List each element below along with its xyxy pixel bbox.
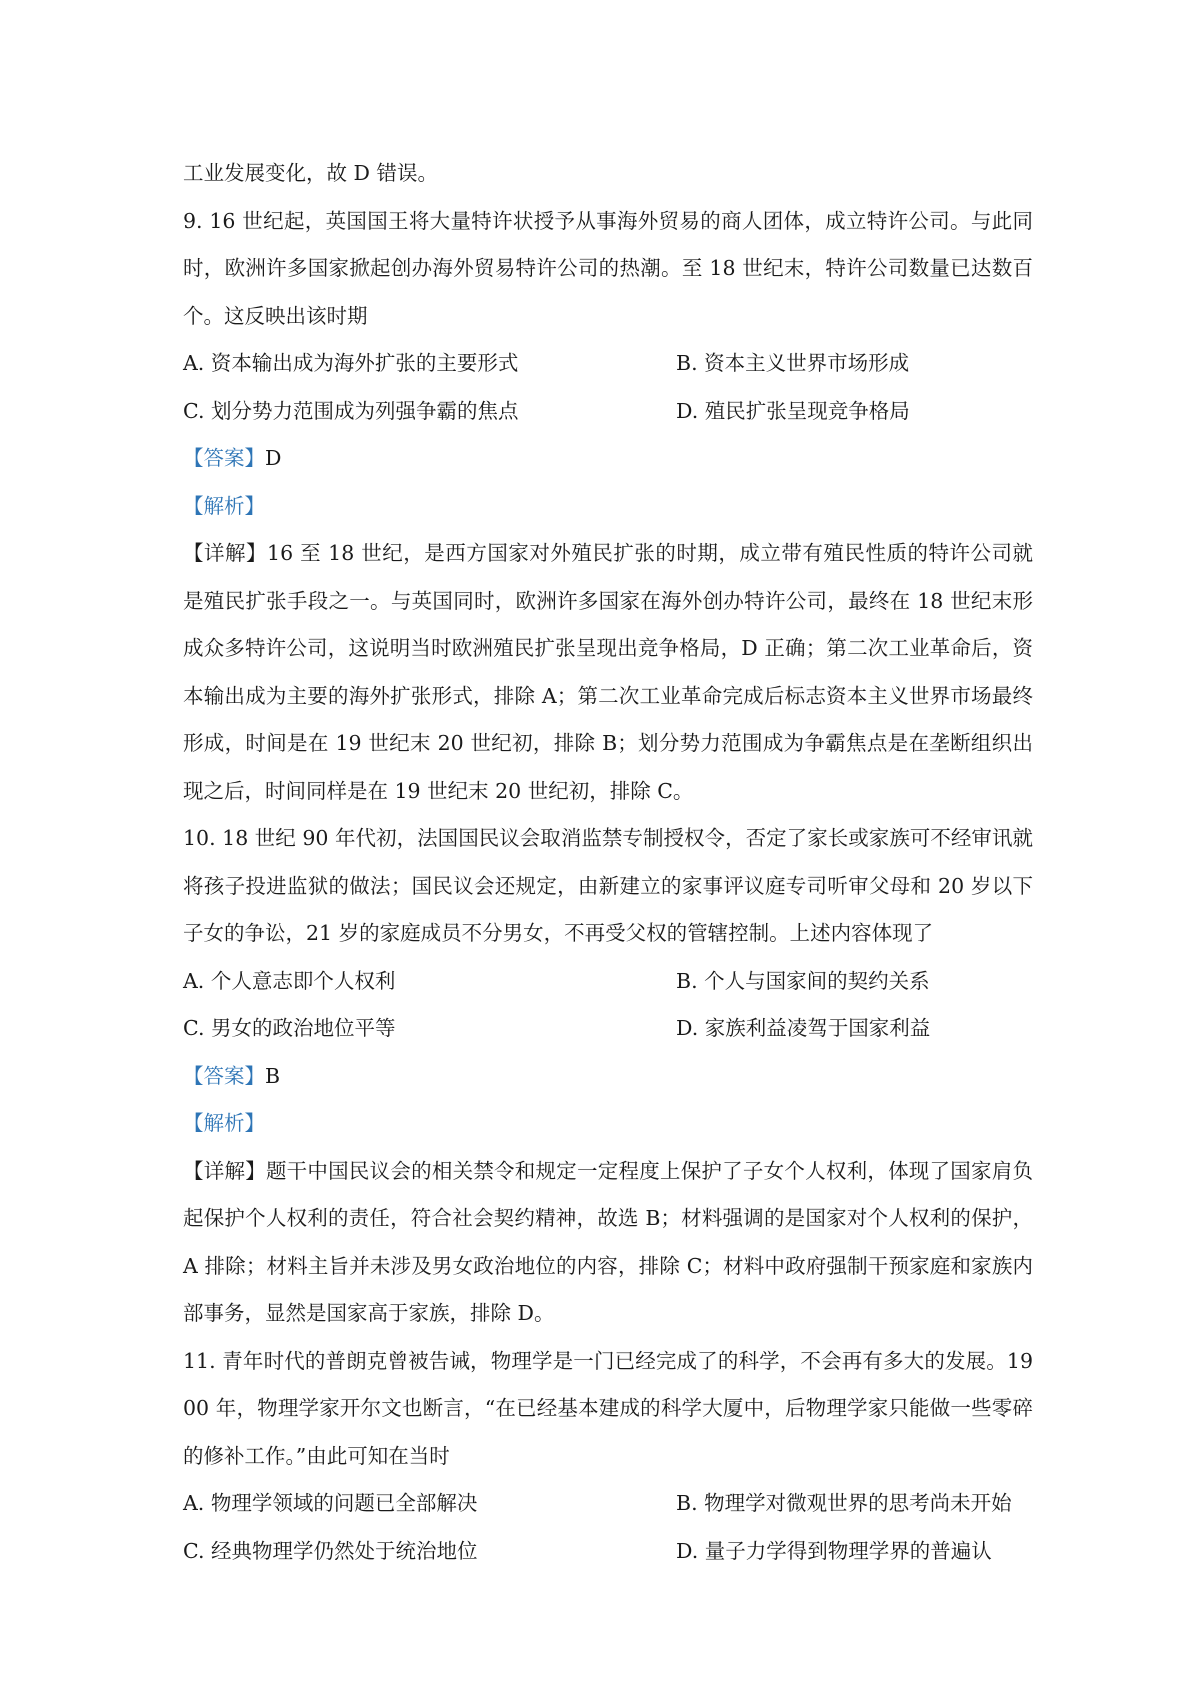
answer-value: D [265,446,282,470]
answer-value: B [265,1063,281,1088]
question-stem: 10. 18 世纪 90 年代初，法国国民议会取消监禁专制授权令，否定了家长或家族可不经审讯就将孩子投进监狱的做法；国民议会还规定，由新建立的家事评议庭专司听审父母和 20 岁以下子女的争讼，21 岁的家庭成员不分男女，不再受父权的管辖控制。上述内容体现了 [183,826,1033,945]
question-10-detail [183,1148,1033,1338]
option-a: A. 资本输出成为海外扩张的主要形式 [183,351,519,375]
question-10 [183,815,1033,958]
option-b: B. 资本主义世界市场形成 [676,351,910,375]
question-stem: 9. 16 世纪起，英国国王将大量特许状授予从事海外贸易的商人团体，成立特许公司。与此同时，欧洲许多国家掀起创办海外贸易特许公司的热潮。至 18 世纪末，特许公司数量已达数百个。这反映出该时期 [183,208,1033,328]
question-9 [183,198,1033,341]
answer-label: 【答案】 [183,1063,265,1088]
analysis-label: 【解析】 [183,1111,265,1135]
option-c: C. 划分势力范围成为列强争霸的焦点 [183,398,519,423]
answer-line [183,435,1033,483]
option-c: C. 男女的政治地位平等 [183,1016,396,1040]
detail-text: 【详解】16 至 18 世纪，是西方国家对外殖民扩张的时期，成立带有殖民性质的特许公司就是殖民扩张手段之一。与英国同时，欧洲许多国家在海外创办特许公司，最终在 18 世纪末形成众多特许公司，这说明当时欧洲殖民扩张呈现出竞争格局，D 正确；第二次工业革命后，资本输出成为主要的海外扩张形式，排除 A；第二次工业革命完成后标志资本主义世界市场最终形成，时间是在 19 世纪末 20 世纪初，排除 B；划分势力范围成为争霸焦点是在垄断组织出现之后，时间同样是在 19 世纪末 20 世纪初，排除 C。 [183,541,1033,803]
option-b: B. 物理学对微观世界的思考尚未开始 [676,1491,1012,1515]
option-d: D. 殖民扩张呈现竞争格局 [676,398,910,423]
continuation-text: 工业发展变化，故 D 错误。 [183,161,438,185]
option-a: A. 物理学领域的问题已全部解决 [183,1491,478,1515]
answer-label: 【答案】 [183,446,265,470]
question-10-options [183,958,1033,1053]
option-a: A. 个人意志即个人权利 [183,968,396,993]
option-b: B. 个人与国家间的契约关系 [676,968,930,993]
question-9-detail [183,530,1033,815]
question-11 [183,1338,1033,1481]
question-9-options [183,340,1033,435]
option-c: C. 经典物理学仍然处于统治地位 [183,1538,478,1563]
question-stem: 11. 青年时代的普朗克曾被告诫，物理学是一门已经完成了的科学，不会再有多大的发展。1900 年，物理学家开尔文也断言，“在已经基本建成的科学大厦中，后物理学家只能做一些零碎的修补工作。”由此可知在当时 [183,1348,1033,1468]
question-11-options [183,1480,1033,1575]
document-page [183,150,1033,1575]
option-d: D. 家族利益凌驾于国家利益 [676,1016,931,1040]
answer-line [183,1053,1033,1101]
detail-text: 【详解】题干中国民议会的相关禁令和规定一定程度上保护了子女个人权利，体现了国家肩负起保护个人权利的责任，符合社会契约精神，故选 B；材料强调的是国家对个人权利的保护，A 排除；材料主旨并未涉及男女政治地位的内容，排除 C；材料中政府强制干预家庭和家族内部事务，显然是国家高于家族，排除 D。 [183,1158,1033,1325]
option-d: D. 量子力学得到物理学界的普遍认 [676,1538,992,1563]
analysis-label: 【解析】 [183,493,265,518]
